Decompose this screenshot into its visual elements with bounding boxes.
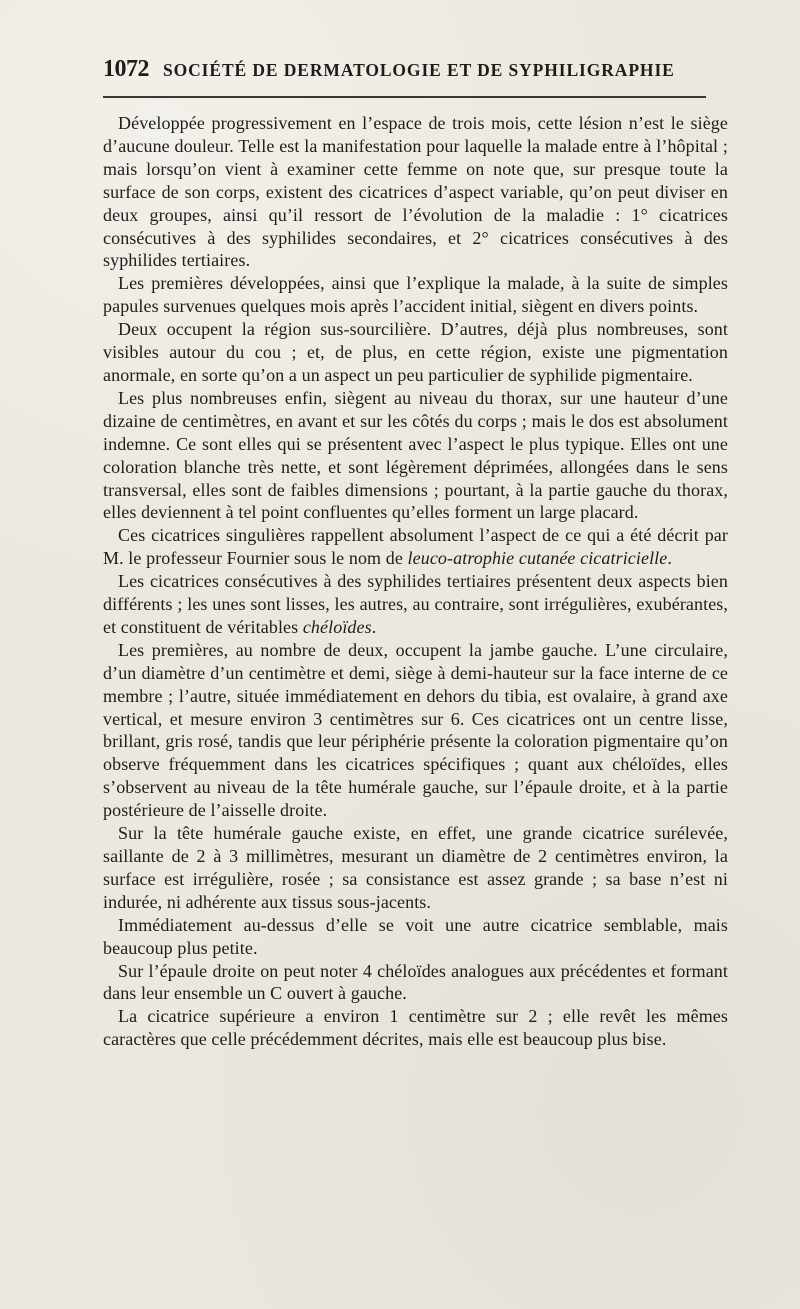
- paragraph-6: [103, 570, 728, 639]
- page-header: [103, 56, 703, 84]
- page-number: 1072: [103, 56, 149, 82]
- paragraph-9: Immédiatement au-dessus d’elle se voit une autre cicatrice semblable, mais beaucoup plus petite.: [103, 914, 728, 958]
- italic-term-cheloides: chéloïdes: [302, 616, 372, 637]
- italic-term-leuco-atrophie: leuco-atrophie cutanée cicatricielle: [407, 548, 668, 569]
- running-head: SOCIÉTÉ DE DERMATOLOGIE ET DE SYPHILIGRAPHIE: [163, 60, 675, 80]
- paragraph-1: Développée progressivement en l’espace de trois mois, cette lésion n’est le siège d’aucune douleur. Telle est la manifestation pour laquelle la malade entre à l’hôpital ; mais lorsqu’on vient à examiner cette femme on note que, sur presque toute la surface de son corps, existent des cicatrices d’aspect variable, qu’on peut diviser en deux groupes, ainsi qu’il ressort de l’évolution de la maladie : 1° cicatrices consécutives à des syphilides secondaires, et 2° cicatrices consécutives à des syphilides tertiaires.: [103, 113, 728, 271]
- paragraph-5: [103, 524, 728, 570]
- paragraph-11: La cicatrice supérieure a environ 1 centimètre sur 2 ; elle revêt les mêmes caractères que celle précédemment décrites, mais elle est beaucoup plus bise.: [103, 1006, 728, 1050]
- paragraph-8: Sur la tête humérale gauche existe, en effet, une grande cicatrice surélevée, saillante de 2 à 3 millimètres, mesurant un diamètre de 2 centimètres environ, la surface est irrégulière, rosée ; sa consistance est assez grande ; sa base n’est ni indurée, ni adhérente aux tissus sous-jacents.: [103, 823, 728, 912]
- paragraph-5-text: Ces cicatrices singulières rappellent absolument l’aspect de ce qui a été décrit par M. le professeur Fournier sous le nom de: [103, 525, 728, 569]
- paragraph-3: Deux occupent la région sus-sourcilière. D’autres, déjà plus nombreuses, sont visibles autour du cou ; et, de plus, en cette région, existe une pigmentation anormale, en sorte qu’on a un aspect un peu particulier de syphilide pigmentaire.: [103, 319, 728, 385]
- paragraph-4: Les plus nombreuses enfin, siègent au niveau du thorax, sur une hauteur d’une dizaine de centimètres, en avant et sur les côtés du corps ; mais le dos est absolument indemne. Ce sont elles qui se présentent avec l’aspect le plus typique. Elles ont une coloration blanche très nette, et sont légèrement déprimées, allongées dans le sens transversal, elles sont de faibles dimensions ; pourtant, à la partie gauche du thorax, elles deviennent à tel point confluentes qu’elles forment un large placard.: [103, 387, 728, 523]
- paragraph-7: Les premières, au nombre de deux, occupent la jambe gauche. L’une circulaire, d’un diamètre d’un centimètre et demi, siège à demi-hauteur sur la face interne de ce membre ; l’autre, située immédiatement en dehors du tibia, est ovalaire, à grand axe vertical, et mesure environ 3 centimètres sur 6. Ces cicatrices ont un centre lisse, brillant, gris rosé, tandis que leur périphérie présente la coloration pigmentaire qu’on observe fréquemment dans les cicatrices spécifiques ; quant aux chéloïdes, elles s’observent au niveau de la tête humérale gauche, sur l’épaule droite, et à la partie postérieure de l’aisselle droite.: [103, 639, 728, 821]
- header-rule: [103, 96, 706, 98]
- body-text: [103, 112, 728, 1051]
- paragraph-5-punctuation: .: [667, 548, 672, 569]
- paragraph-6-punctuation: .: [371, 616, 377, 637]
- paragraph-6-text: Les cicatrices consécutives à des syphilides tertiaires présentent deux aspects bien différents ; les unes sont lisses, les autres, au contraire, sont irrégulières, exubérantes, et constituent de véritables: [103, 571, 728, 637]
- paragraph-10: Sur l’épaule droite on peut noter 4 chéloïdes analogues aux précédentes et formant dans leur ensemble un C ouvert à gauche.: [103, 960, 728, 1004]
- paragraph-2: Les premières développées, ainsi que l’explique la malade, à la suite de simples papules survenues quelques mois après l’accident initial, siègent en divers points.: [103, 273, 728, 317]
